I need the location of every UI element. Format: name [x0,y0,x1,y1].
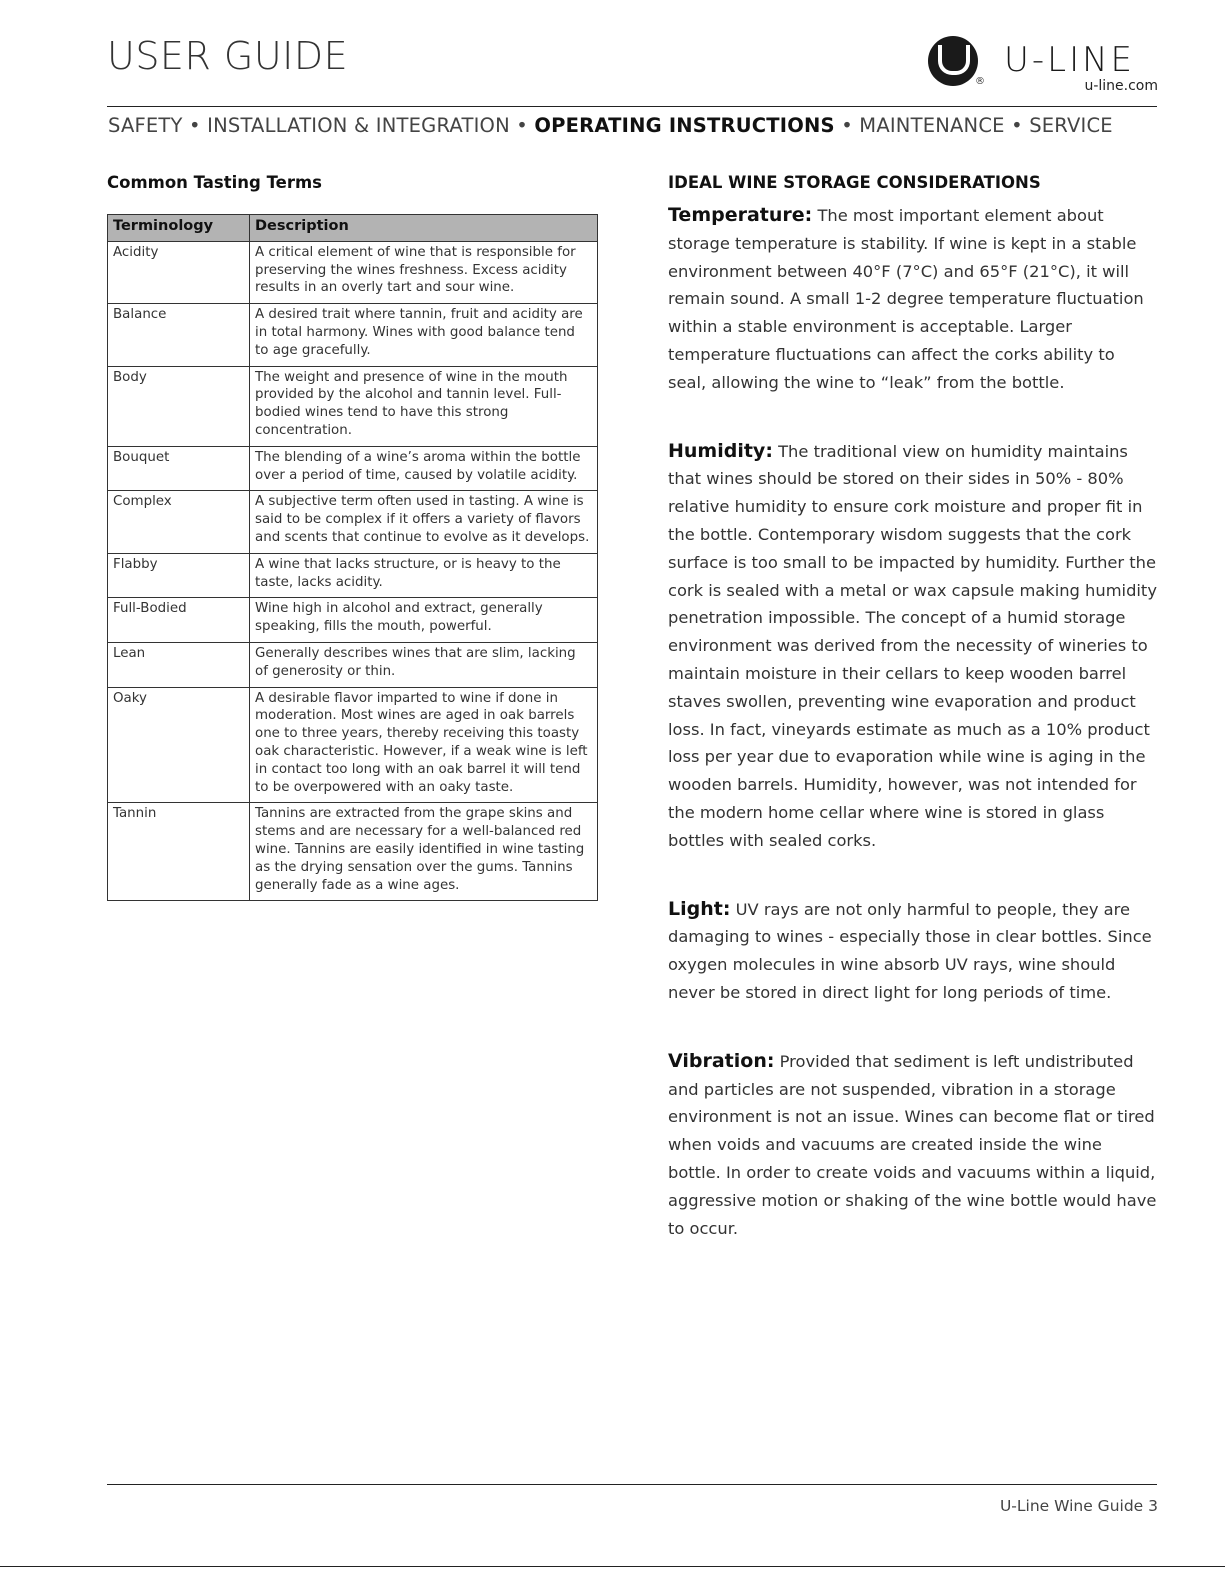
brand-logo [928,36,1158,98]
section-text: UV rays are not only harmful to people, they are damaging to wines - especially those in clear bottles. Since oxygen molecules in wine absorb UV rays, wine should never be stored in direct light for long periods of time. [668,899,1152,1002]
section-label: Light: [668,897,731,920]
section-label: Temperature: [668,204,813,226]
table-row [108,598,598,643]
section-breadcrumb [108,114,1113,137]
column-header: Description [250,215,598,242]
brand-name: U-LINE [1004,40,1136,80]
table-row [108,446,598,491]
footer-divider [107,1484,1157,1485]
table-header-row [108,215,598,242]
description-cell: The blending of a wine’s aroma within the bottle over a period of time, caused by volatile acidity. [250,446,598,491]
table-row [108,366,598,446]
tasting-terms-heading: Common Tasting Terms [107,173,322,192]
page-title: USER GUIDE [107,34,349,78]
term-cell: Tannin [108,803,250,901]
section-label: Vibration: [668,1049,775,1072]
description-cell: A desirable flavor imparted to wine if done in moderation. Most wines are aged in oak barrels one to three years, thereby receiving this toasty oak characteristic. However, if a weak wine is left in contact too long with an oak barrel it will tend to be overpowered with an oaky taste. [250,687,598,803]
nav-separator: • [182,114,208,137]
term-cell: Body [108,366,250,446]
description-cell: A critical element of wine that is responsible for preserving the wines freshness. Excess acidity results in an overly tart and sour wine. [250,241,598,303]
storage-heading: IDEAL WINE STORAGE CONSIDERATIONS [668,173,1041,192]
nav-separator: • [1004,114,1030,137]
storage-section [668,202,1158,397]
term-cell: Acidity [108,241,250,303]
description-cell: A wine that lacks structure, or is heavy to the taste, lacks acidity. [250,553,598,598]
page-bottom-border [0,1566,1225,1567]
registered-mark: ® [975,76,985,87]
table-row [108,304,598,366]
nav-section-3: MAINTENANCE [859,114,1005,137]
description-cell: A desired trait where tannin, fruit and acidity are in total harmony. Wines with good balance tend to age gracefully. [250,304,598,366]
term-cell: Full-Bodied [108,598,250,643]
description-cell: Tannins are extracted from the grape skins and stems and are necessary for a well-balanced red wine. Tannins are easily identified in wine tasting as the drying sensation over the gums. Tannins generally fade as a wine ages. [250,803,598,901]
section-text: Provided that sediment is left undistributed and particles are not suspended, vibration in a storage environment is not an issue. Wines can become flat or tired when voids and vacuums are created inside the wine bottle. In order to create voids and vacuums within a liquid, aggressive motion or shaking of the wine bottle would have to occur. [668,1051,1157,1238]
term-cell: Balance [108,304,250,366]
nav-section-4: SERVICE [1029,114,1113,137]
description-cell: The weight and presence of wine in the mouth provided by the alcohol and tannin level. Full-bodied wines tend to have this strong concentration. [250,366,598,446]
header-divider [107,106,1157,107]
table-row [108,803,598,901]
description-cell: Wine high in alcohol and extract, generally speaking, fills the mouth, powerful. [250,598,598,643]
page-footer: U-Line Wine Guide 3 [999,1497,1158,1515]
term-cell: Lean [108,642,250,687]
nav-section-0: SAFETY [108,114,183,137]
tasting-terms-table [107,214,598,901]
u-line-logo-icon [928,36,978,86]
nav-section-2: OPERATING INSTRUCTIONS [534,114,835,137]
nav-section-1: INSTALLATION & INTEGRATION [207,114,510,137]
table-row [108,642,598,687]
section-label: Humidity: [668,439,773,462]
brand-url: u-line.com [1084,78,1158,94]
term-cell: Flabby [108,553,250,598]
term-cell: Bouquet [108,446,250,491]
table-row [108,491,598,553]
section-text: The most important element about storage temperature is stability. If wine is kept in a stable environment between 40°F (7°C) and 65°F (21°C), it will remain sound. A small 1-2 degree temperature fluctuation within a stable environment is acceptable. Larger temperature fluctuations can affect the corks ability to seal, allowing the wine to “leak” from the bottle. [668,206,1144,392]
description-cell: Generally describes wines that are slim, lacking of generosity or thin. [250,642,598,687]
column-header: Terminology [108,215,250,242]
nav-separator: • [509,114,535,137]
table-row [108,553,598,598]
term-cell: Oaky [108,687,250,803]
storage-section [668,1048,1158,1243]
storage-considerations [668,202,1158,1283]
storage-section [668,438,1158,855]
table-row [108,241,598,303]
storage-section [668,896,1158,1007]
table-row [108,687,598,803]
description-cell: A subjective term often used in tasting. A wine is said to be complex if it offers a variety of flavors and scents that continue to evolve as it develops. [250,491,598,553]
nav-separator: • [834,114,860,137]
term-cell: Complex [108,491,250,553]
section-text: The traditional view on humidity maintains that wines should be stored on their sides in 50% - 80% relative humidity to ensure cork moisture and proper fit in the bottle. Contemporary wisdom suggests that the cork surface is too small to be impacted by humidity. Further the cork is sealed with a metal or wax capsule making humidity penetration impossible. The concept of a humid storage environment was derived from the necessity of wineries to maintain moisture in their cellars to keep wooden barrel staves swollen, preventing wine evaporation and product loss. In fact, vineyards estimate as much as a 10% product loss per year due to evaporation while wine is aging in the wooden barrels. Humidity, however, was not intended for the modern home cellar where wine is stored in glass bottles with sealed corks. [668,441,1157,850]
